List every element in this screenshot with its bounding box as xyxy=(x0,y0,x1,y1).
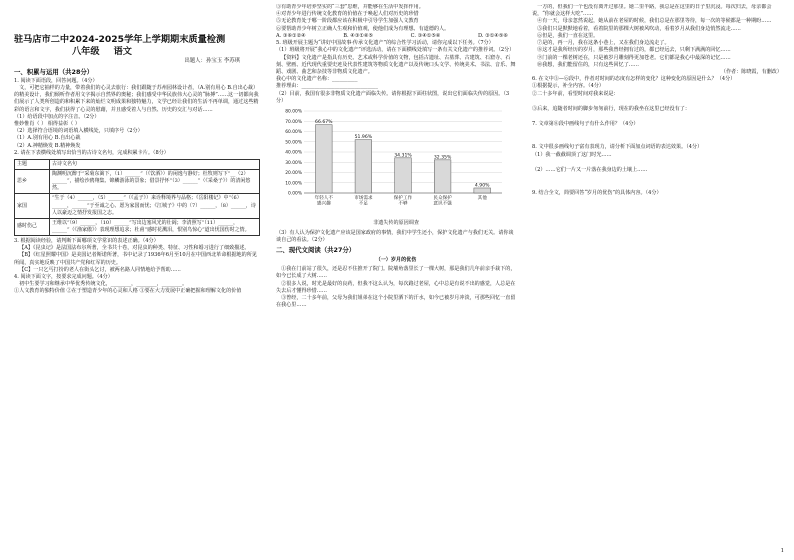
section-2-heading: 二、现代文阅读（共27分） xyxy=(276,245,356,254)
table-row xyxy=(15,194,260,218)
q4-item: ⑥要帮助青少年树立正确人生观和价值观，使他们成为有理想、有道德的人。 xyxy=(276,25,450,32)
q3-intro: 3. 根据阅读经验，请判断下面哪项文学常识的表述正确。（4分） xyxy=(14,237,159,244)
passage-paragraph: ⑩我想，我们能留住的，只有这些回忆了…… xyxy=(537,61,639,68)
table-header-cell: 主题 xyxy=(15,160,50,170)
y-tick-label: 50.00% xyxy=(285,140,302,146)
table-header-cell: 古诗文名句 xyxy=(50,160,260,170)
table-header-row xyxy=(15,160,260,170)
passage-title: （一）岁月的优伤 xyxy=(375,257,417,264)
bar-value-label: 4.90% xyxy=(474,183,490,189)
q1-blanks: 惟妙惟肖（ ） 相得益彰（ ） xyxy=(14,120,80,127)
q5-name-label: 我心中的文化遗产名称：__________ xyxy=(276,76,358,83)
table-row xyxy=(15,218,260,235)
table-row xyxy=(15,170,260,194)
q4-options: ①人文教育的独特价值 ②在于塑造青少年的心灵和人格 ③要在大力发展中正确把握和理解文化的价值 xyxy=(14,288,242,295)
q4-item: ⑤无论教育处于哪一阶段都应该在积极中引导学生加强人文教育 xyxy=(276,18,419,25)
table-row-theme: 家国 xyxy=(15,194,50,218)
subject-label: 语文 xyxy=(113,45,132,57)
choice-d: D. ③①④⑤⑥ xyxy=(478,32,508,39)
table-row-theme: 思乡 xyxy=(15,170,50,194)
q4-item: ③有助青少年培养坚实的“三套”思维，并能够在生活中发挥作用。 xyxy=(276,4,424,10)
y-tick-label: 70.00% xyxy=(285,119,302,125)
passage-paragraph: ②很多人说，时光是最好的良药，但我不这么认为，每次路过老屋，心中总是有说不出的感觉，人总是在失去后才懂得珍惜…… xyxy=(276,280,516,294)
grade-label: 八年级 xyxy=(72,45,100,57)
q1-option-1: （1）A.别有用心 B.自出心裁 xyxy=(14,135,81,142)
y-tick-label: 10.00% xyxy=(285,181,302,187)
y-tick-label: 30.00% xyxy=(285,160,302,166)
exam-title: 驻马店市二中2024-2025学年上学期期末质量检测 xyxy=(14,34,226,45)
q7: 7. 文章第⑧段中画线句子有什么作用？（4分） xyxy=(532,121,639,128)
page-number: 1 xyxy=(780,548,784,555)
q6-part2: ②二十多年前，看望时间对我来说是： xyxy=(532,90,619,97)
table-row-content: 陶渊明沉醉于“采菊东篱下，（1）______”（《饮酒》）的闲逸与静好；杜牧则写下“__（2）______”，描绘沙鸥翔集、锦鳞游泳的景象；借景抒怀“（3）______”（《采桑子》）的清闲悠然。 xyxy=(50,170,260,194)
section-1-heading: 一、积累与运用（共28分） xyxy=(14,67,94,76)
bar xyxy=(315,125,332,193)
category-label: 保护工作不够 xyxy=(393,196,413,207)
q4-item: ④对青少年进行传统文化教育的价值在于唤起人们对历史的珍惜 xyxy=(276,11,419,18)
passage-paragraph: ⑨门前的一棵老树还在，只是被岁月雕刻得更加苍老。它们都是我心中最深的记忆…… xyxy=(537,54,731,61)
q5-rec-label: 推荐理由：______________________________ xyxy=(276,83,378,90)
bar-value-label: 66.67% xyxy=(315,120,333,126)
q4-text: 初中生要学习和继承中华优秀传统文化，________，________，________。 xyxy=(19,281,188,288)
y-tick-label: 40.00% xyxy=(285,150,302,156)
q1-sub1: （1）给语段中加点的字注音。（2分） xyxy=(14,113,100,120)
column-middle xyxy=(276,4,516,556)
category-label: 年轻人不感兴趣 xyxy=(314,196,333,207)
table-row-content: “生于（4）______，（5）______”（《孟子》）来诠释境界与品格；《岳阳楼记》中“（6）______，______”于至诚之心、愿为家国而忧；《江城子》中的（7）______，（8）______，诗人以豪迈之情抒发报国之志。 xyxy=(50,194,260,218)
y-tick-label: 60.00% xyxy=(285,130,302,136)
passage-paragraph: ⑤我们只是默默地看着，看着院里的那棵大树被风吹动，看着岁月从我们身边悄然流走…… xyxy=(537,25,741,32)
q3-option-b: 【B】《红星照耀中国》是美国记者斯诺所著，书中记录了1936年6月至10月在中国西北革命根据地的所见所闻，真实地反映了中国共产党和红军的历史。 xyxy=(14,252,257,266)
q9: 9. 结合全文，简要回答“岁月的优伤”的具体内容。（4分） xyxy=(532,189,662,196)
passage-paragraph: 一方的，但我们一个也没有离开过那里。她二里半路，我总是在这里的日子里沉浸。每次归去，母亲都会说，“你就会这样大吃”…… xyxy=(532,4,772,18)
q5-sub3: （3）有人认为保护文化遗产应该是国家政府的事情，我们中学生还小，保护文化遗产与我们无关。请你谈谈自己的看法。（2分） xyxy=(276,229,514,243)
q8-part1: （1）我一截截调顶了这门时光…… xyxy=(532,151,612,158)
passage-paragraph: ⑦是的，再一月，我在这条小巷上，又在我们身边流走了。 xyxy=(537,40,670,47)
bar xyxy=(395,158,412,193)
y-tick-label: 80.00% xyxy=(285,109,302,115)
q8: 8. 文中很多画线句子富有表现力，请分析下面加点词语的表达效果。（4分） xyxy=(532,144,703,151)
bar-value-label: 34.31% xyxy=(394,153,412,159)
q6-part1: ①根据提示，补全内容。（4分） xyxy=(532,83,605,90)
category-label: 其他 xyxy=(477,196,487,202)
q1-intro: 1. 阅读下面语段，回答问题。（4分） xyxy=(14,77,98,84)
category-label: 民众保护意识不强 xyxy=(433,196,452,207)
bar-value-label: 51.96% xyxy=(354,135,373,141)
q5-info: 【资料】文化遗产是指具有历史、艺术或科学价值的文物，包括古遗址、古墓葬、古建筑、石窟寺、石刻、壁画、近代现代重要史迹及代表性建筑等物质文化遗产以及传统口头文学、传统美术、书法、音乐、舞蹈、戏剧、曲艺和杂技等非物质文化遗产。 xyxy=(276,54,516,75)
q3-option-a: 【A】《昆虫记》是法国法布尔所著，全书共十卷，对昆虫的种类、特征、习性和婚习进行了细致描述。 xyxy=(19,245,250,252)
column-left xyxy=(14,4,260,556)
bar xyxy=(355,140,372,193)
column-right xyxy=(532,4,782,556)
q3-option-c: 【C】一只乞丐打扮的老人在街头乞讨，被两名路人同情地给予帮助…… xyxy=(19,266,181,273)
choice-a: A. ③⑥①②④ xyxy=(276,32,306,39)
passage-paragraph: ⑧这才是我所经历的岁月，那些我曾经拥有过的，都已经远去，只剩下满满的回忆…… xyxy=(537,47,731,54)
q8-part2: （2）……它们一片又一片落在我身边的土壤上…… xyxy=(532,166,648,173)
bar-value-label: 32.35% xyxy=(433,155,452,161)
bar xyxy=(434,160,451,193)
authors-line: 出题人：孙宝玉 李苏琪 xyxy=(184,57,240,64)
bar-chart xyxy=(276,107,508,215)
passage-paragraph: ③曾经，二十多年前，父母为我们姐弟在这个小院里洒下的汗水，如今已被岁月冲淡，可那些回忆一直留在我心里…… xyxy=(276,295,516,309)
poetry-table xyxy=(14,159,260,236)
passage-paragraph: ④有一天，母亲忽然说起，她从前在老屋的时候，我们总是在那里等待，每一次的等候都是一种期盼…… xyxy=(537,18,772,25)
q4-choices xyxy=(276,33,516,40)
q5-sub2: （2）目前，我国有很多非物质文化遗产面临失传。请你根据下面柱状图，说出它们面临失传的原因。（3分） xyxy=(276,90,510,104)
y-tick-label: 20.00% xyxy=(285,171,302,177)
passage-paragraph: ⑥但是，我们一直在这里。 xyxy=(537,32,599,39)
q5-sub1: （1）班级将开展“我心中的文化遗产”评选活动，请在下面横线处填写一条有关文化遗产的推荐词。（2分） xyxy=(276,47,515,54)
table-row-theme: 感时伤己 xyxy=(15,218,50,235)
bar xyxy=(474,188,491,193)
q1-option-2: （2）A.神精焕发 B.精神焕发 xyxy=(14,142,81,149)
q4-intro: 4. 阅读下面文字，按要求完成问题。（4分） xyxy=(14,274,113,281)
chart-title: 非遗失传的原因调查 xyxy=(373,220,419,227)
choice-b: B. ④③①⑥⑤ xyxy=(343,32,374,39)
q1-sub2: （2）选择符合语境的词语填入横线处，只填序号（2分） xyxy=(14,128,143,135)
q1-passage: 文，可把它抽样的力量，带着我们的心灵去旅行：我们跟随于苏州园林设计者，（A.别有用心 B.自出心裁）的精美设计，我们倾听作者用文字揭示自然界的奥秘；我们感受中华民族伟大心灵的“脉搏”……这一切都向我们展示了人类所创造的和积累下来的灿烂文明成果和独特魅力，文学已经让我们的生活不再单调，通过这些精彩的语言和文字，我们获得了心灵的慰藉，并且感受着人与自然、历史的交汇与对话…… xyxy=(14,84,259,113)
passage-source: （作者：陈晓霞，有删改） xyxy=(720,68,782,75)
passage-paragraph: ①我在门前站了很久，还是忍不住推开了院门。院墙角落里长了一棵大树，那是我们几年前亲手栽下的，如今已长成了大树…… xyxy=(276,266,516,280)
y-tick-label: 0.00% xyxy=(288,191,302,197)
choice-c: C. ③④①⑤⑥ xyxy=(410,32,441,39)
q6-part3: ③后来，追随者时间的脚步匆匆前行，现在的我坐在这里已经没有了： xyxy=(532,105,690,112)
exam-subtitle xyxy=(72,46,260,58)
table-row-content: 王维以“（9）______，（10）______”写出边塞风光的壮阔；李清照写“（11）______，______”（《渔家傲》）表现理想追求；杜甫“感时花溅泪，恨别鸟惊心”道出忧国伤时之情。 xyxy=(50,218,260,235)
q5-intro: 5. 班级开展主题为“讲好中国故事·传承文化遗产”的综合性学习活动，请你完成以下任务。（7分） xyxy=(276,40,494,47)
q6: 6. 在文中③—⑥段中，作者对时间的态度有怎样的变化？这种变化的原因是什么？（4分） xyxy=(532,76,736,83)
q2-intro: 2. 请在下表横线处填写出恰当的古诗文名句，完成积累卡片。（8分） xyxy=(14,149,169,156)
category-label: 市场需求不足 xyxy=(354,196,373,207)
